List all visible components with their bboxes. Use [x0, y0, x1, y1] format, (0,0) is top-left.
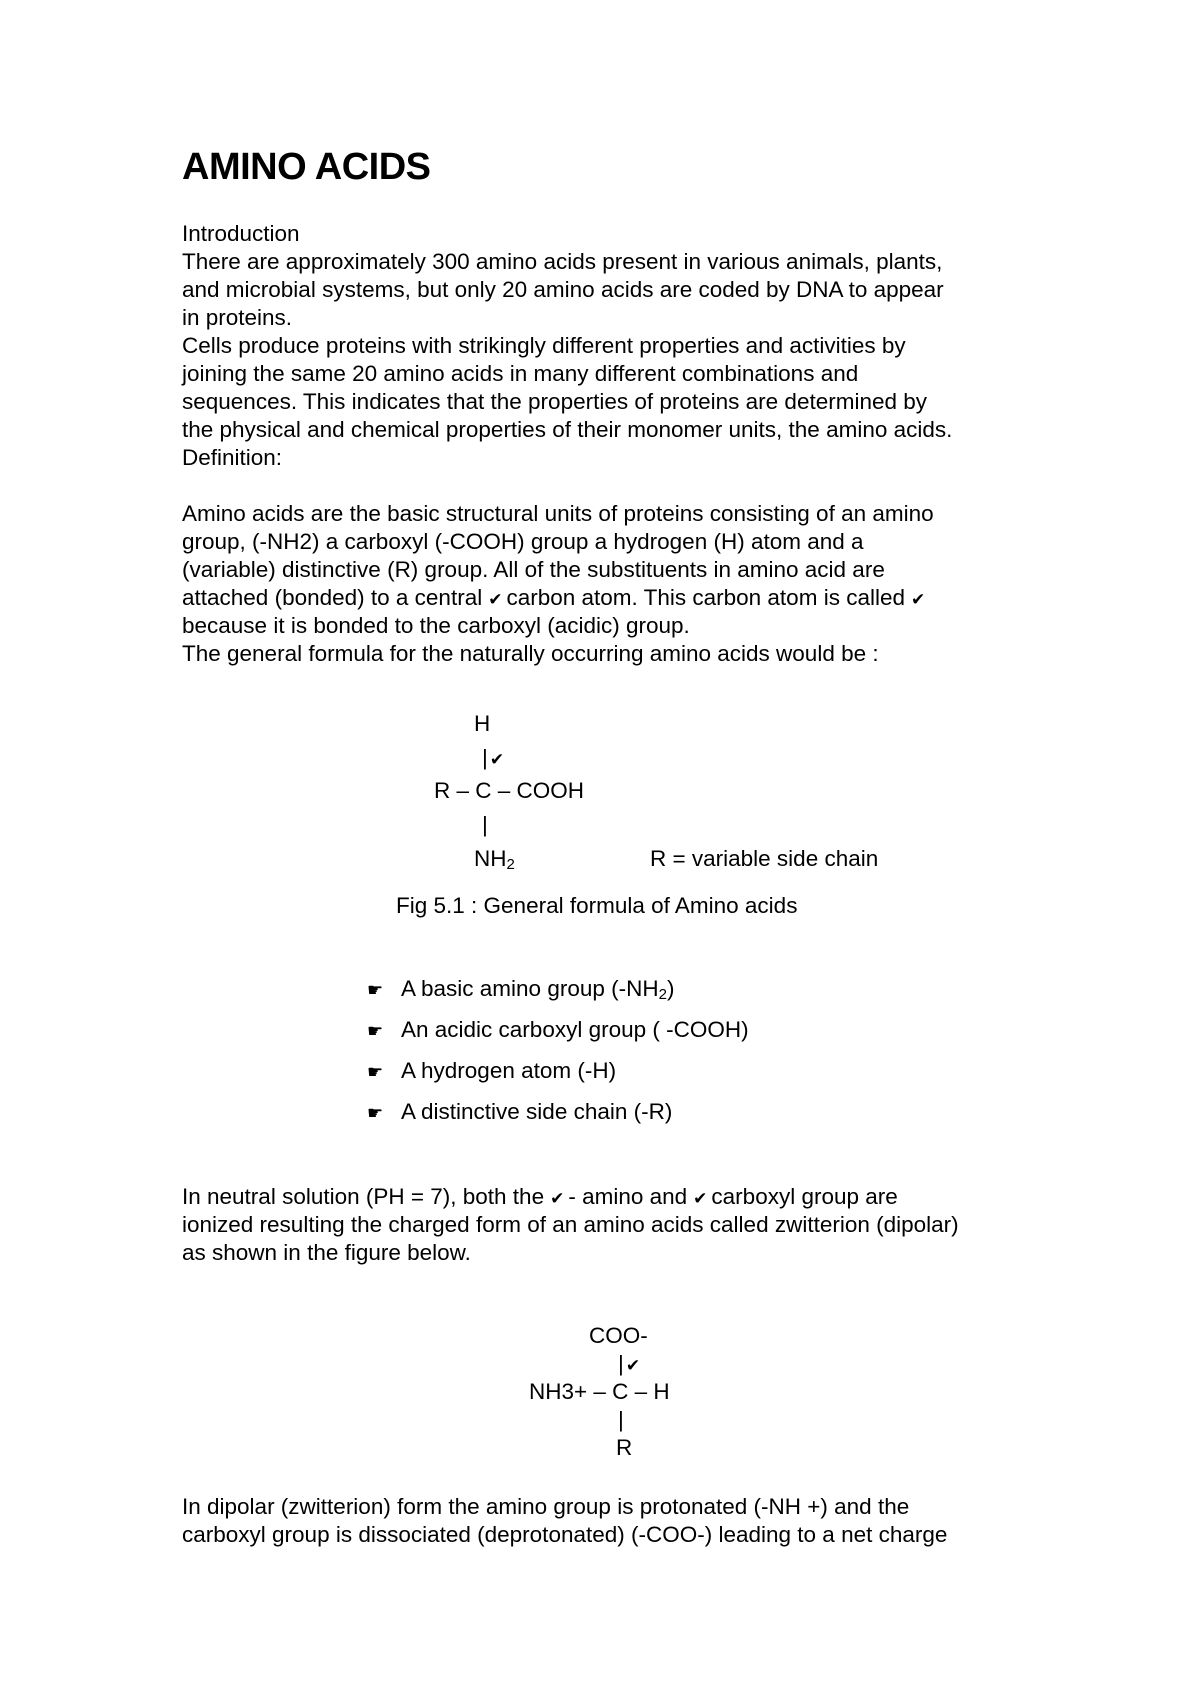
page-title: AMINO ACIDS — [182, 146, 431, 188]
formula-r-note: R = variable side chain — [650, 846, 879, 871]
paragraph-line: the physical and chemical properties of their monomer units, the amino acids. — [182, 417, 953, 442]
paragraph-line: joining the same 20 amino acids in many different combinations and — [182, 361, 859, 386]
figure-caption: Fig 5.1 : General formula of Amino acids — [396, 893, 798, 918]
text-span: A distinctive side chain (-R) — [401, 1099, 673, 1124]
formula-bond: | — [482, 812, 488, 837]
formula-main-row: R – C – COOH — [434, 778, 585, 803]
list-item — [367, 976, 674, 1002]
paragraph-line: sequences. This indicates that the properties of proteins are determined by — [182, 389, 928, 414]
check-icon: ✔ — [489, 750, 505, 769]
paragraph-line: Cells produce proteins with strikingly different properties and activities by — [182, 333, 906, 358]
text-span: carboxyl group are — [711, 1184, 898, 1209]
paragraph-line — [182, 1183, 898, 1213]
text-span: attached (bonded) to a central — [182, 585, 483, 610]
paragraph-line: There are approximately 300 amino acids present in various animals, plants, — [182, 249, 943, 274]
subscript: 2 — [658, 986, 667, 1003]
formula-bond: | — [618, 1407, 624, 1432]
paragraph-line: as shown in the figure below. — [182, 1240, 471, 1265]
text-span: carbon atom. This carbon atom is called — [506, 585, 905, 610]
pointing-hand-icon: ☛ — [367, 1062, 384, 1082]
formula-bond — [482, 744, 508, 774]
formula-amine — [474, 845, 515, 873]
text-span: ) — [666, 976, 675, 1001]
check-icon: ✔ — [550, 1189, 565, 1208]
formula-bond — [618, 1350, 644, 1380]
pointing-hand-icon: ☛ — [367, 980, 384, 1000]
paragraph-line: in proteins. — [182, 305, 293, 330]
check-icon: ✔ — [910, 590, 926, 609]
zwitterion-r-group: R — [616, 1435, 633, 1460]
check-icon: ✔ — [693, 1189, 708, 1208]
paragraph-line: Amino acids are the basic structural units of proteins consisting of an amino — [182, 501, 934, 526]
list-item — [367, 1058, 616, 1084]
definition-heading: Definition: — [182, 445, 283, 470]
list-item — [367, 1099, 672, 1125]
paragraph-line: In dipolar (zwitterion) form the amino group is protonated (-NH +) and the — [182, 1494, 910, 1519]
subscript: 2 — [506, 856, 515, 873]
formula-hydrogen: H — [474, 711, 491, 736]
paragraph-line: group, (-NH2) a carboxyl (-COOH) group a hydrogen (H) atom and a — [182, 529, 864, 554]
zwitterion-top: COO- — [589, 1323, 648, 1348]
paragraph-line: and microbial systems, but only 20 amino acids are coded by DNA to appear — [182, 277, 944, 302]
text-span: NH — [474, 846, 507, 871]
paragraph-line: ionized resulting the charged form of an amino acids called zwitterion (dipolar) — [182, 1212, 959, 1237]
paragraph-line: because it is bonded to the carboxyl (acidic) group. — [182, 613, 690, 638]
check-icon: ✔ — [625, 1356, 641, 1375]
text-span: An acidic carboxyl group ( -COOH) — [401, 1017, 749, 1042]
text-span: A basic amino group (-NH — [401, 976, 659, 1001]
text-span: In neutral solution (PH = 7), both the — [182, 1184, 545, 1209]
bond-bar: | — [618, 1351, 624, 1376]
pointing-hand-icon: ☛ — [367, 1021, 384, 1041]
paragraph-line — [182, 584, 929, 614]
text-span: A hydrogen atom (-H) — [401, 1058, 617, 1083]
zwitterion-main-row: NH3+ – C – H — [529, 1379, 670, 1404]
pointing-hand-icon: ☛ — [367, 1103, 384, 1123]
paragraph-line: The general formula for the naturally occurring amino acids would be : — [182, 641, 879, 666]
paragraph-line: carboxyl group is dissociated (deprotonated) (-COO-) leading to a net charge — [182, 1522, 948, 1547]
list-item — [367, 1017, 749, 1043]
intro-heading: Introduction — [182, 221, 300, 246]
paragraph-line: (variable) distinctive (R) group. All of the substituents in amino acid are — [182, 557, 885, 582]
bond-bar: | — [482, 745, 488, 770]
text-span: - amino and — [568, 1184, 688, 1209]
check-icon: ✔ — [488, 590, 503, 609]
